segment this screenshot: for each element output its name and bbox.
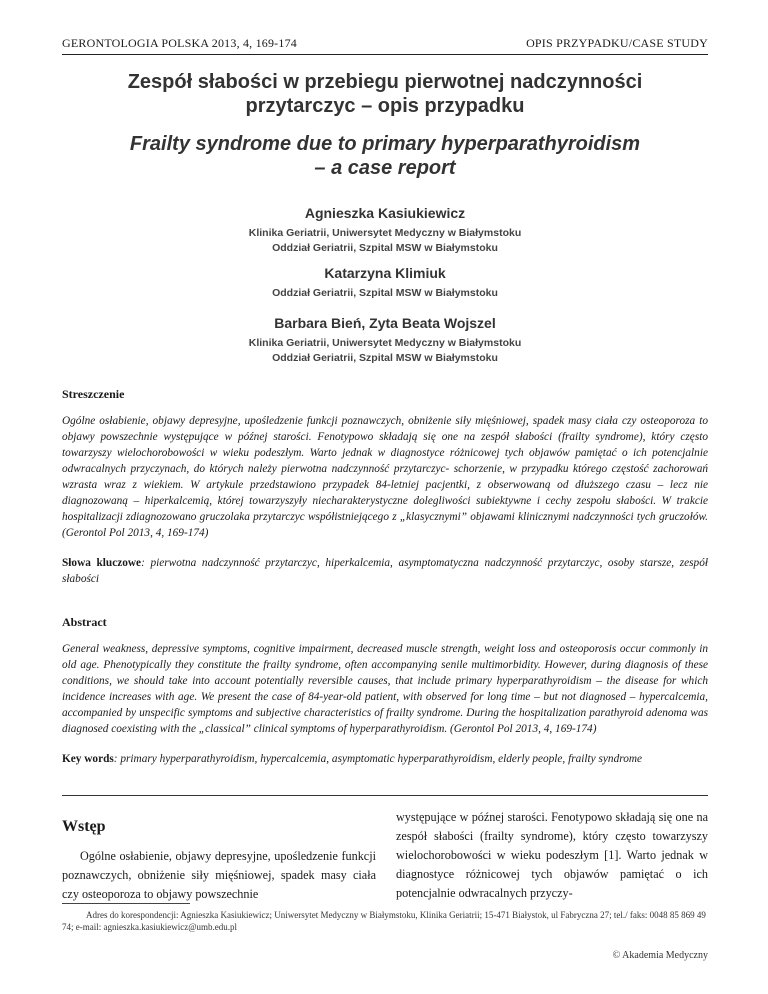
article-type: OPIS PRZYPADKU/CASE STUDY [526, 36, 708, 50]
title-english-line-2: – a case report [314, 157, 456, 179]
copyright: © Akademia Medyczny [612, 950, 708, 961]
abstract-heading: Abstract [62, 615, 107, 629]
author-3-affiliations [60, 336, 710, 366]
intro-heading: Wstęp [62, 818, 106, 835]
key-words [62, 751, 708, 767]
streszczenie-text: Ogólne osłabienie, objawy depresyjne, upośledzenie funkcji poznawczych, obniżenie siły mięśniowej, spadek masy ciała czy osteoporoza to objawy powszechnie występujące w późnej starości. Fenotypowo składają się one na zespół słabości (frailty syndrome), który często towarzyszy wielochorobowości w wieku podeszłym. Warto jednak w diagnostyce różnicowej tych objawów pamiętać o ich potencjalnie odwracalnych przyczynach, do których należy pierwotna nadczynność przytarczyc- schorzenie, w przypadku którego częstość zachorowań wzrasta wraz z wiekiem. W artykule przedstawiono przypadek 84-letniej pacjentki, z obserwowaną od dłuższego czasu – lecz nie diagnozowaną – hiperkalcemią, której towarzyszyły niecharakterystyczne dolegliwości subiektywne i cechy zespołu słabości. W trakcie hospitalizacji zdiagnozowano gruczolaka przytarczyc współistniejącego z „klasycznymi” objawami klinicznymi nadczynności tych gruczołów. (Gerontol Pol 2013, 4, 169-174) [62, 415, 708, 539]
affiliation: Klinika Geriatrii, Uniwersytet Medyczny w Białymstoku [248, 227, 522, 239]
keywords-text: : pierwotna nadczynność przytarczyc, hiperkalcemia, asymptomatyczna nadczynność przytarczyc, osoby starsze, zespół słabości [62, 557, 708, 585]
author-3: Barbara Bień, Zyta Beata Wojszel [274, 315, 496, 331]
footnote-rule [62, 903, 190, 904]
affiliation: Oddział Geriatrii, Szpital MSW w Białymstoku [272, 287, 498, 299]
title-english [60, 132, 710, 180]
title-polish-line-2: przytarczyc – opis przypadku [245, 95, 525, 117]
author-2: Katarzyna Klimiuk [324, 265, 446, 281]
keywords-label: Key words [62, 753, 114, 765]
streszczenie-heading: Streszczenie [62, 387, 125, 401]
affiliation: Oddział Geriatrii, Szpital MSW w Białymstoku [272, 352, 498, 364]
affiliation: Klinika Geriatrii, Uniwersytet Medyczny w Białymstoku [248, 337, 522, 349]
section-divider [62, 795, 708, 796]
journal-citation: GERONTOLOGIA POLSKA 2013, 4, 169-174 [62, 36, 297, 50]
abstract-text: General weakness, depressive symptoms, cognitive impairment, decreased muscle strength, weight loss and osteoporosis occur commonly in old age. Phenotypically they constitute the frailty syndrome, often accompanying senile multimorbidity. However, during diagnosis of these conditions, we should take into account potentially reversible causes, that include primary hyperparathyroidism – the disease for which incidence increases with age. We present the case of 84-year-old patient, with observed for long time – but not diagnosed – hypercalcemia, accompanied by unspecific symptoms and subjective characteristics of frailty syndrome. During the hospitalization parathyroid adenoma was diagnosed coexisting with the „classical” clinical symptoms of hyperparathyroidism. (Gerontol Pol 2013, 4, 169-174) [62, 643, 708, 735]
author-2-affiliations [60, 286, 710, 301]
keywords-text: : primary hyperparathyroidism, hypercalcemia, asymptomatic hyperparathyroidism, elderly people, frailty syndrome [113, 753, 643, 765]
slowa-kluczowe [62, 555, 708, 587]
title-polish [60, 70, 710, 118]
intro-right-column: występujące w późnej starości. Fenotypowo składają się one na zespół słabości (frailty syndrome), który często towarzyszy wielochorobowości w wieku podeszłym [1]. Warto jednak w diagnostyce różnicowej tych objawów pamiętać o ich potencjalnie odwracalnych przyczy- [396, 810, 708, 900]
title-polish-line-1: Zespół słabości w przebiegu pierwotnej nadczynności [127, 71, 643, 93]
running-header [62, 34, 708, 55]
keywords-label: Słowa kluczowe [62, 557, 142, 569]
title-english-line-1: Frailty syndrome due to primary hyperparathyroidism [129, 133, 641, 155]
intro-left-column: Ogólne osłabienie, objawy depresyjne, upośledzenie funkcji poznawczych, obniżenie siły mięśniowej, spadek masy ciała czy osteoporoza to objawy powszechnie [62, 849, 376, 901]
affiliation: Oddział Geriatrii, Szpital MSW w Białymstoku [272, 242, 498, 254]
author-1-affiliations [60, 226, 710, 256]
correspondence-footnote: Adres do korespondencji: Agnieszka Kasiukiewicz; Uniwersytet Medyczny w Białymstoku, Klinika Geriatrii; 15-471 Białystok, ul Fabryczna 27; tel./ faks: 0048 85 869 49 74; e-mail: agnieszka.kasiukiewicz@umb.edu.pl [62, 910, 706, 932]
author-1: Agnieszka Kasiukiewicz [304, 205, 466, 221]
